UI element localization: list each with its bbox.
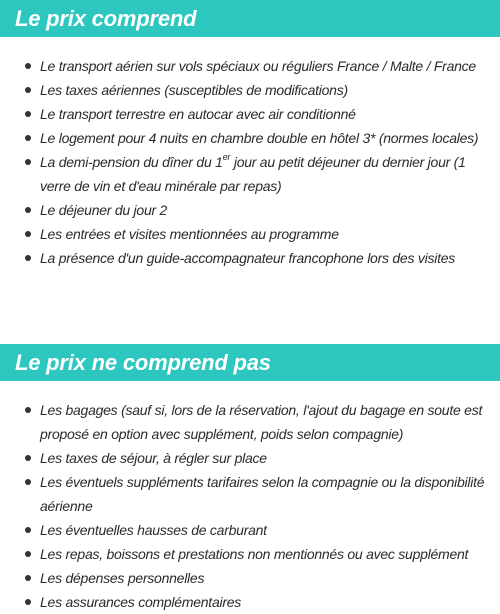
included-item-text: Les entrées et visites mentionnées au programme — [40, 226, 339, 242]
excluded-item-text: Les bagages (sauf si, lors de la réservation, l'ajout du bagage en soute est proposé en option avec supplément, poids selon compagnie) — [40, 402, 483, 442]
excluded-list-item — [0, 590, 500, 614]
bullet-icon — [25, 135, 31, 141]
included-list-item — [0, 198, 500, 222]
included-list-item — [0, 54, 500, 78]
included-item-text: Le logement pour 4 nuits en chambre double en hôtel 3* (normes locales) — [40, 130, 479, 146]
bullet-icon — [25, 599, 31, 605]
bullet-icon — [25, 407, 31, 413]
included-list-item — [0, 246, 500, 270]
bullet-icon — [25, 455, 31, 461]
included-section-title: Le prix comprend — [15, 6, 197, 31]
excluded-section-title: Le prix ne comprend pas — [15, 350, 271, 375]
excluded-item-text: Les éventuelles hausses de carburant — [40, 522, 267, 538]
excluded-list-item — [0, 542, 500, 566]
excluded-item-text: Les taxes de séjour, à régler sur place — [40, 450, 267, 466]
included-list-item — [0, 126, 500, 150]
bullet-icon — [25, 87, 31, 93]
bullet-icon — [25, 479, 31, 485]
bullet-icon — [25, 207, 31, 213]
included-section-header — [0, 0, 500, 37]
bullet-icon — [25, 111, 31, 117]
included-list-item — [0, 102, 500, 126]
bullet-icon — [25, 551, 31, 557]
excluded-list-item — [0, 566, 500, 590]
bullet-icon — [25, 575, 31, 581]
bullet-icon — [25, 231, 31, 237]
included-item-text: Le déjeuner du jour 2 — [40, 202, 168, 218]
included-list-item — [0, 150, 500, 198]
bullet-icon — [25, 255, 31, 261]
included-item-text: Les taxes aériennes (susceptibles de modifications) — [40, 82, 348, 98]
bullet-icon — [25, 63, 31, 69]
excluded-item-text: Les assurances complémentaires — [40, 594, 242, 610]
excluded-list-item — [0, 518, 500, 542]
included-list-item — [0, 222, 500, 246]
included-item-text: Le transport terrestre en autocar avec air conditionné — [40, 106, 356, 122]
excluded-item-text: Les dépenses personnelles — [40, 570, 205, 586]
bullet-icon — [25, 159, 31, 165]
included-item-text: La présence d'un guide-accompagnateur francophone lors des visites — [40, 250, 455, 266]
excluded-item-text: Les repas, boissons et prestations non mentionnés ou avec supplément — [40, 546, 469, 562]
excluded-section-header — [0, 344, 500, 381]
excluded-list-item — [0, 470, 500, 518]
bullet-icon — [25, 527, 31, 533]
included-item-text: Le transport aérien sur vols spéciaux ou réguliers France / Malte / France — [40, 58, 476, 74]
included-list-item — [0, 78, 500, 102]
excluded-list-item — [0, 398, 500, 446]
included-item-text: La demi-pension du dîner du 1er jour au petit déjeuner du dernier jour (1 verre de vin et d'eau minérale par repas) — [40, 152, 466, 194]
excluded-list-item — [0, 446, 500, 470]
excluded-item-text: Les éventuels suppléments tarifaires selon la compagnie ou la disponibilité aérienne — [40, 474, 485, 514]
included-list — [0, 54, 500, 270]
excluded-list — [0, 398, 500, 614]
